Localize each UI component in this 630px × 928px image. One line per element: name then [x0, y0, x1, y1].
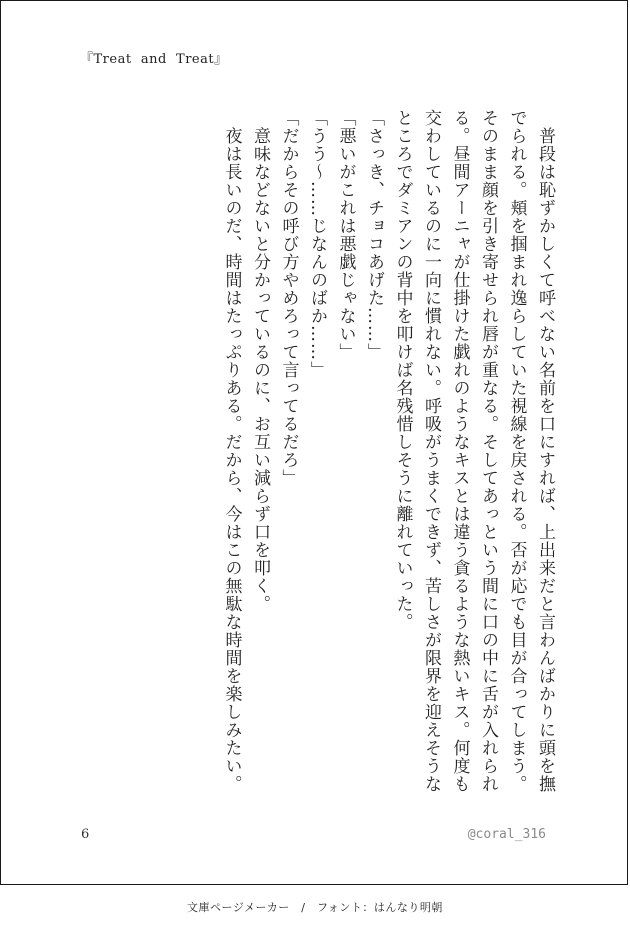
- paragraph: 意味などないと分かっているのに、お互い減らず口を叩く。: [250, 109, 270, 613]
- page-number: 6: [81, 827, 90, 842]
- body-text: [217, 109, 559, 809]
- paragraph: 「さっき、チョコあげた……」: [364, 109, 384, 361]
- paragraph: 「悪いがこれは悪戯じゃない」: [335, 109, 356, 361]
- paragraph: 「うう〜……じなんのばか……」: [307, 109, 327, 379]
- author-credit: @coral_316: [467, 827, 546, 842]
- paragraph: 夜は長いのだ、時間はたっぷりある。だから、今はこの無駄な時間を楽しみたい。: [221, 109, 242, 793]
- paragraph: 普段は恥ずかしくて呼べない名前を口にすれば、上出来だと言わんばかりに頭を撫でられる。頬を掴まれ逸らしていた視線を戻される。否が応でも目が合ってしまう。そのまま顔を引き寄せられ唇が重なる。そしてあっという間に口の中に舌が入れられる。昼間アーニャが仕掛けた戯れのようなキスとは違う貪るような熱いキス。何度も交わしているのに一向に慣れない。呼吸がうまくできず、苦しさが限界を迎えそうなところでダミアンの背中を叩けば名残惜しそうに離れていった。: [392, 109, 555, 793]
- generator-attribution: 文庫ページメーカー / フォント：はんなり明朝: [187, 901, 443, 914]
- paragraph: 「だからその呼び方やめろって言ってるだろ」: [278, 109, 299, 487]
- work-title: 『Treat and Treat』: [80, 52, 228, 67]
